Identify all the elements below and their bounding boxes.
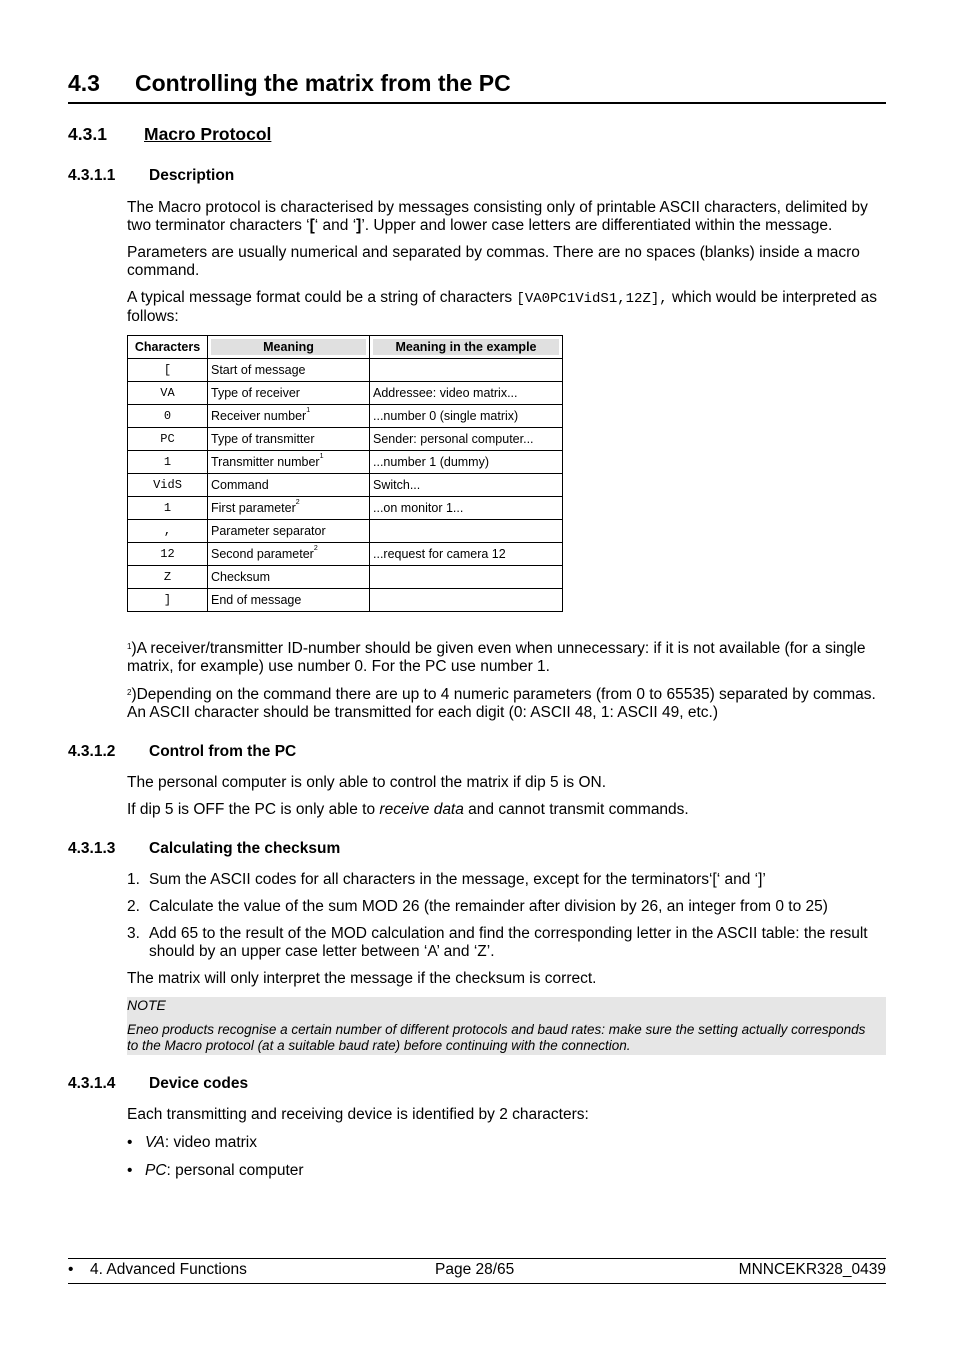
cell-characters: 0 — [128, 405, 208, 428]
footnote-2: $^2$)Depending on the command there are up to 4 numeric parameters (from 0 to 65535) separated by commas. An ASCII character should be transmitted for each digit (0: ASCII 48, 1: ASCII 49, etc.) — [127, 686, 876, 721]
cell-example: Addressee: video matrix... — [370, 382, 563, 405]
control-paragraph-2: If dip 5 is OFF the PC is only able to receive data and cannot transmit commands. — [127, 801, 689, 818]
section-number: 4.3 — [68, 70, 100, 96]
table-row — [128, 359, 563, 382]
cell-example: ...on monitor 1... — [370, 497, 563, 520]
checksum-heading: 4.3.1.3 Calculating the checksum — [68, 840, 341, 857]
control-heading: 4.3.1.2 Control from the PC — [68, 743, 297, 760]
cell-example — [370, 359, 563, 382]
subsection-title: Macro Protocol — [144, 124, 272, 144]
footer-section: 4. Advanced Functions — [90, 1261, 247, 1278]
cell-meaning: Second parameter$^2$ — [208, 543, 370, 566]
list-item: • VA: video matrix — [127, 1134, 257, 1151]
checksum-step-1: 1. Sum the ASCII codes for all characters in the message, except for the terminators‘[‘ and ‘]’ — [127, 871, 766, 888]
cell-example: ...request for camera 12 — [370, 543, 563, 566]
section-heading — [68, 70, 886, 104]
table-header-row — [128, 336, 563, 359]
table-row — [128, 520, 563, 543]
cell-characters: 12 — [128, 543, 208, 566]
description-paragraph-1: The Macro protocol is characterised by messages consisting only of printable ASCII characters, delimited by two terminator characters ‘[‘ and ‘]’. Upper and lower case letters are differentiated within the message. — [127, 199, 868, 234]
page-footer — [68, 1258, 886, 1284]
cell-meaning: Parameter separator — [208, 520, 370, 543]
header-meaning: Meaning — [208, 336, 370, 359]
checksum-step-3: 3. Add 65 to the result of the MOD calculation and find the corresponding letter in the ASCII table: the result should by an upper case letter between ‘A’ and ‘Z’. — [127, 925, 868, 960]
macro-table — [127, 335, 563, 612]
cell-meaning: Checksum — [208, 566, 370, 589]
cell-example: Sender: personal computer... — [370, 428, 563, 451]
header-meaning-example: Meaning in the example — [370, 336, 563, 359]
cell-characters: VidS — [128, 474, 208, 497]
checksum-after: The matrix will only interpret the message if the checksum is correct. — [127, 970, 597, 987]
table-row — [128, 566, 563, 589]
subsection-heading — [68, 124, 271, 145]
note-box — [127, 997, 886, 1055]
footer-doc-id: MNNCEKR328_0439 — [738, 1261, 886, 1278]
cell-characters: PC — [128, 428, 208, 451]
devices-intro: Each transmitting and receiving device is identified by 2 characters: — [127, 1106, 589, 1123]
footnote-1: $^1$)A receiver/transmitter ID-number should be given even when unnecessary: if it is not available (for a single matrix, for example) use number 0. For the PC use number 1. — [127, 640, 866, 675]
description-paragraph-3: A typical message format could be a string of characters [VA0PC1VidS1,12Z], which would be interpreted as follows: — [127, 289, 878, 325]
table-row — [128, 428, 563, 451]
cell-example — [370, 520, 563, 543]
header-characters: Characters — [128, 336, 208, 359]
cell-example: ...number 1 (dummy) — [370, 451, 563, 474]
cell-characters: 1 — [128, 451, 208, 474]
cell-characters: [ — [128, 359, 208, 382]
cell-characters: Z — [128, 566, 208, 589]
footer-bullet: • — [68, 1261, 74, 1278]
description-title: Description — [149, 167, 235, 184]
section-title: Controlling the matrix from the PC — [135, 70, 511, 96]
note-label: NOTE — [127, 997, 166, 1013]
table-row — [128, 405, 563, 428]
cell-meaning: Transmitter number$^1$ — [208, 451, 370, 474]
control-paragraph-1: The personal computer is only able to control the matrix if dip 5 is ON. — [127, 774, 606, 791]
cell-meaning: Type of transmitter — [208, 428, 370, 451]
description-paragraph-2: Parameters are usually numerical and separated by commas. There are no spaces (blanks) inside a macro command. — [127, 244, 860, 279]
cell-characters: VA — [128, 382, 208, 405]
example-code: [VA0PC1VidS1,12Z], — [516, 291, 668, 307]
cell-meaning: First parameter$^2$ — [208, 497, 370, 520]
cell-characters: 1 — [128, 497, 208, 520]
table-row — [128, 497, 563, 520]
cell-example — [370, 566, 563, 589]
table-row — [128, 589, 563, 612]
cell-characters: , — [128, 520, 208, 543]
cell-meaning: Start of message — [208, 359, 370, 382]
cell-example: ...number 0 (single matrix) — [370, 405, 563, 428]
table-row — [128, 451, 563, 474]
footer-page: Page 28/65 — [435, 1261, 515, 1278]
cell-example — [370, 589, 563, 612]
table-row — [128, 382, 563, 405]
subsection-number: 4.3.1 — [68, 124, 107, 144]
description-number: 4.3.1.1 — [68, 167, 116, 184]
cell-characters: ] — [128, 589, 208, 612]
cell-meaning: Type of receiver — [208, 382, 370, 405]
cell-meaning: Command — [208, 474, 370, 497]
list-item: • PC: personal computer — [127, 1162, 304, 1179]
note-text: Eneo products recognise a certain number of different protocols and baud rates: make sure the setting actually corresponds to the Macro protocol (at a suitable baud rate) before continuing with the connection. — [127, 1022, 866, 1053]
table-row — [128, 543, 563, 566]
devices-heading: 4.3.1.4 Device codes — [68, 1075, 249, 1092]
cell-meaning: End of message — [208, 589, 370, 612]
cell-example: Switch... — [370, 474, 563, 497]
cell-meaning: Receiver number$^1$ — [208, 405, 370, 428]
description-heading — [68, 167, 234, 185]
table-row — [128, 474, 563, 497]
checksum-step-2: 2. Calculate the value of the sum MOD 26 (the remainder after division by 26, an integer from 0 to 25) — [127, 898, 828, 915]
